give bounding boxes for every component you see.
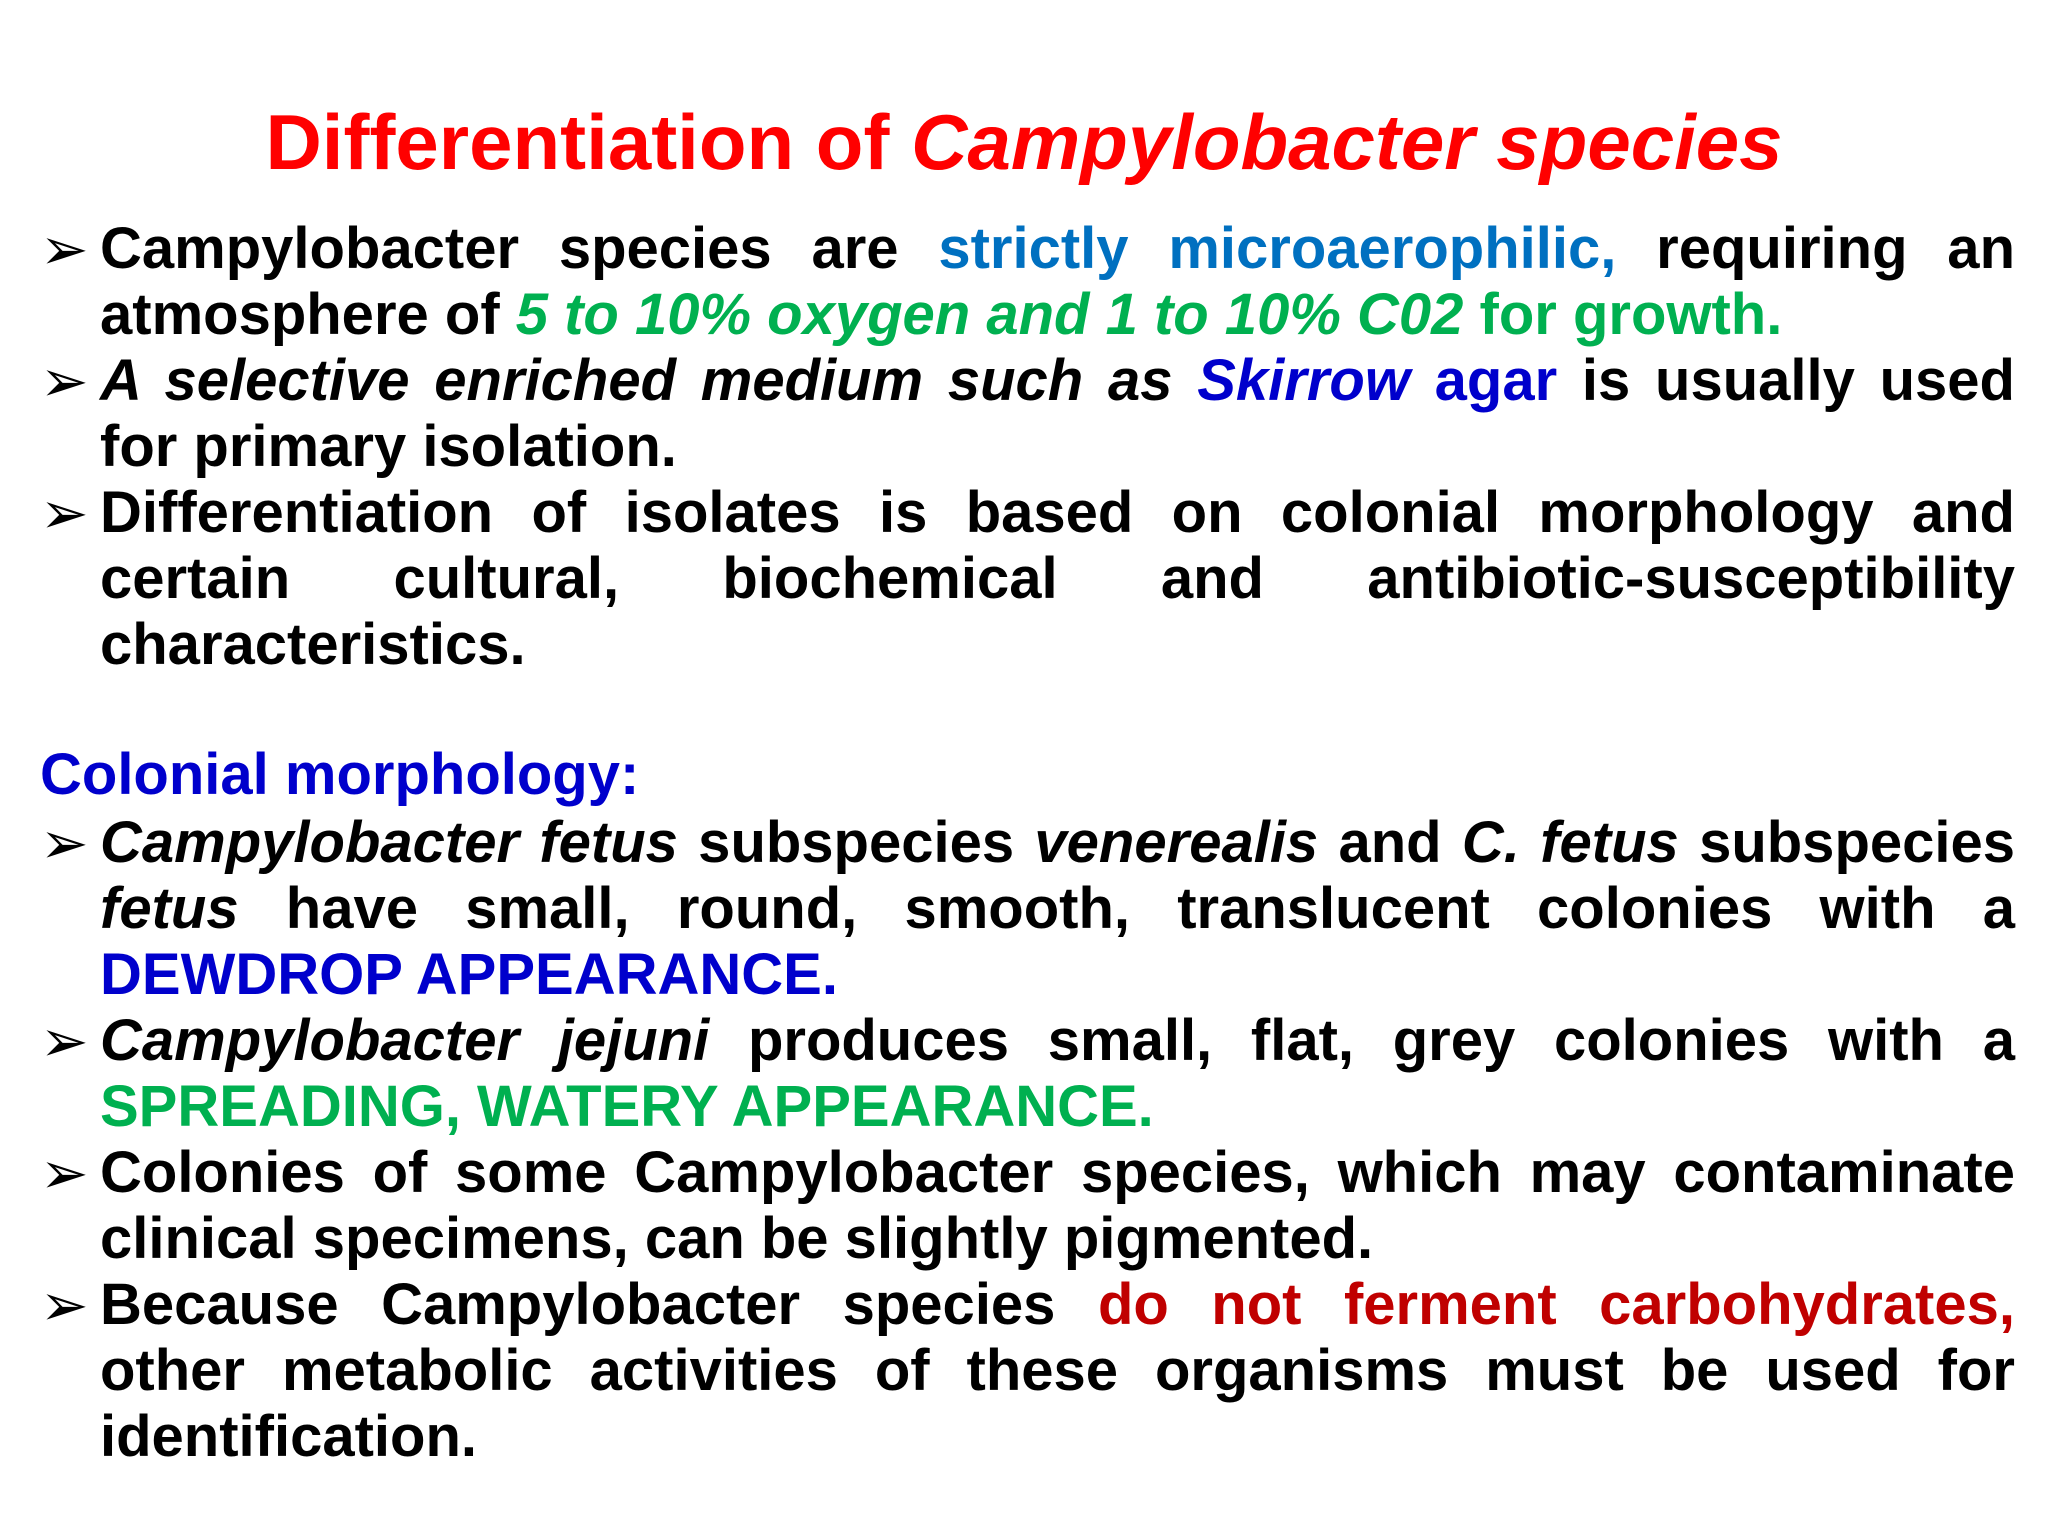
bullet-text: subspecies bbox=[677, 810, 1035, 875]
bullet-carbohydrates bbox=[40, 1272, 2015, 1470]
species-name: fetus bbox=[100, 876, 239, 941]
title-part-plain: Differentiation of bbox=[265, 98, 912, 186]
species-name: C. fetus bbox=[1461, 810, 1679, 875]
highlight-oxygen-co2: 5 to 10% oxygen and 1 to 10% C02 bbox=[515, 282, 1464, 347]
section-heading-colonial-morphology: Colonial morphology: bbox=[40, 742, 640, 807]
bullet-text: Campylobacter species are bbox=[100, 216, 939, 281]
bullet-text: requiring an atmosphere of bbox=[100, 216, 2015, 347]
highlight-strictly-microaerophilic: strictly microaerophilic, bbox=[938, 216, 1617, 281]
bullet-pigmented bbox=[40, 1140, 2015, 1272]
bullet-text-italic: A selective enriched medium such as bbox=[100, 348, 1198, 413]
title-part-italic: Campylobacter species bbox=[911, 98, 1783, 186]
bullet-text: Colonies of some Campylobacter species, which may contaminate clinical specimens, can be slightly pigmented. bbox=[100, 1140, 2015, 1271]
highlight-for-growth: for growth. bbox=[1463, 282, 1783, 347]
bullet-text: have small, round, smooth, translucent colonies with a bbox=[238, 876, 2015, 941]
bullet-fetus bbox=[40, 810, 2015, 1008]
bullet-list-colonial bbox=[40, 810, 2015, 1470]
bullet-text: subspecies bbox=[1678, 810, 2016, 875]
highlight-agar: agar bbox=[1409, 348, 1558, 413]
highlight-spreading-watery: SPREADING, WATERY APPEARANCE. bbox=[100, 1074, 1154, 1139]
bullet-text: other metabolic activities of these organisms must be used for identification. bbox=[100, 1338, 2015, 1469]
slide-title bbox=[0, 92, 2048, 192]
highlight-dewdrop-appearance: DEWDROP APPEARANCE. bbox=[100, 942, 838, 1007]
species-name: Campylobacter fetus bbox=[100, 810, 678, 875]
arrow-bullet-icon: ➢ bbox=[40, 215, 89, 283]
bullet-text: and bbox=[1318, 810, 1462, 875]
bullet-text: is usually used for primary isolation. bbox=[100, 348, 2015, 479]
bullet-skirrow-agar bbox=[40, 348, 2015, 480]
arrow-bullet-icon: ➢ bbox=[40, 809, 89, 877]
bullet-differentiation bbox=[40, 480, 2015, 678]
species-name: Campylobacter jejuni bbox=[100, 1008, 710, 1073]
bullet-list-intro bbox=[40, 216, 2015, 678]
bullet-text: Because Campylobacter species bbox=[100, 1272, 1098, 1337]
arrow-bullet-icon: ➢ bbox=[40, 1271, 89, 1339]
arrow-bullet-icon: ➢ bbox=[40, 479, 89, 547]
bullet-jejuni bbox=[40, 1008, 2015, 1140]
highlight-skirrow: Skirrow bbox=[1197, 348, 1410, 413]
arrow-bullet-icon: ➢ bbox=[40, 1139, 89, 1207]
bullet-text: produces small, flat, grey colonies with a bbox=[709, 1008, 2015, 1073]
bullet-text: Differentiation of isolates is based on colonial morphology and certain cultural, biochemical and antibiotic-susceptibility characteristics. bbox=[100, 480, 2015, 677]
bullet-microaerophilic bbox=[40, 216, 2015, 348]
arrow-bullet-icon: ➢ bbox=[40, 347, 89, 415]
arrow-bullet-icon: ➢ bbox=[40, 1007, 89, 1075]
highlight-do-not-ferment: do not ferment carbohydrates, bbox=[1097, 1272, 2015, 1337]
species-name: venerealis bbox=[1034, 810, 1319, 875]
